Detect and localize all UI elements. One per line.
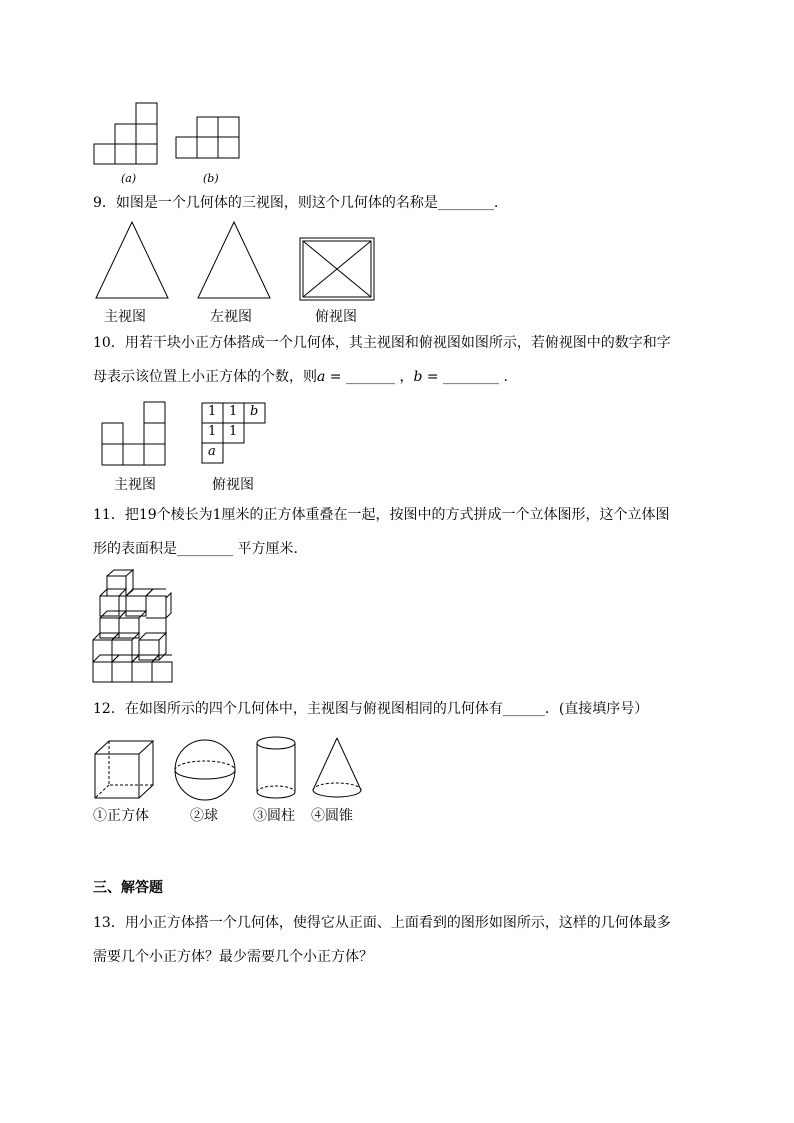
q10-top-view-grid [201,402,267,466]
question-11-line-1: 11．把19个棱长为1厘米的正方体重叠在一起，按图中的方式拼成一个立体图形，这个立体图 [93,507,670,523]
question-10-line-2 [93,369,508,385]
q9-caption-front: 主视图 [104,309,146,325]
question-10-line-1: 10．用若干块小正方体搭成一个几何体，其主视图和俯视图如图所示，若俯视图中的数字和字 [93,335,671,351]
fig8-label-b: (b) [203,172,219,185]
q12-caption-cube: ①正方体 [93,808,149,824]
question-13-line-1: 13．用小正方体搭一个几何体，使得它从正面、上面看到的图形如图所示，这样的几何体最多 [93,915,671,931]
q10-cell-1: 1 [208,404,217,419]
q9-front-view-triangle [94,220,170,300]
q12-cylinder [254,734,300,802]
q10-cell-4: 1 [208,424,217,439]
q10-cell-a: a [208,444,216,459]
q12-caption-cone: ④圆锥 [311,808,353,824]
q10-caption-front: 主视图 [114,477,156,493]
q12-cone [310,736,364,802]
q9-caption-left: 左视图 [210,309,252,325]
fig8-diagram-a [90,98,160,168]
q10-caption-top: 俯视图 [212,477,254,493]
q12-sphere [172,738,238,802]
q11-stacked-cubes [90,568,174,686]
q10-cell-2: 1 [229,404,238,419]
question-13-line-2: 需要几个小正方体？最少需要几个小正方体？ [93,949,373,965]
question-11-line-2: 形的表面积是________ 平方厘米． [93,541,308,557]
q9-left-view-triangle [196,220,272,300]
q10-eq-b: = ________ . [422,369,508,385]
q10-var-b: b [413,369,423,385]
question-12-text: 12．在如图所示的四个几何体中，主视图与俯视图相同的几何体有______．(直接填序号） [93,701,649,717]
q10-cell-5: 1 [229,424,238,439]
q10-eq-a: = _______ ， [325,369,414,385]
q9-caption-top: 俯视图 [315,309,357,325]
section-3-title: 三、解答题 [93,880,163,896]
q10-front-view [100,400,170,468]
fig8-label-a: (a) [121,172,137,185]
q12-cube [92,738,158,802]
q9-top-view-square [298,236,376,302]
fig8-diagram-b [172,113,242,163]
q10-var-a: a [317,369,326,385]
q12-caption-cylinder: ③圆柱 [253,808,295,824]
q10-cell-b: b [250,404,259,419]
q10-line2-prefix: 母表示该位置上小正方体的个数，则 [93,369,317,385]
q12-caption-sphere: ②球 [190,808,218,824]
question-9-text: 9．如图是一个几何体的三视图，则这个几何体的名称是________. [93,195,499,211]
